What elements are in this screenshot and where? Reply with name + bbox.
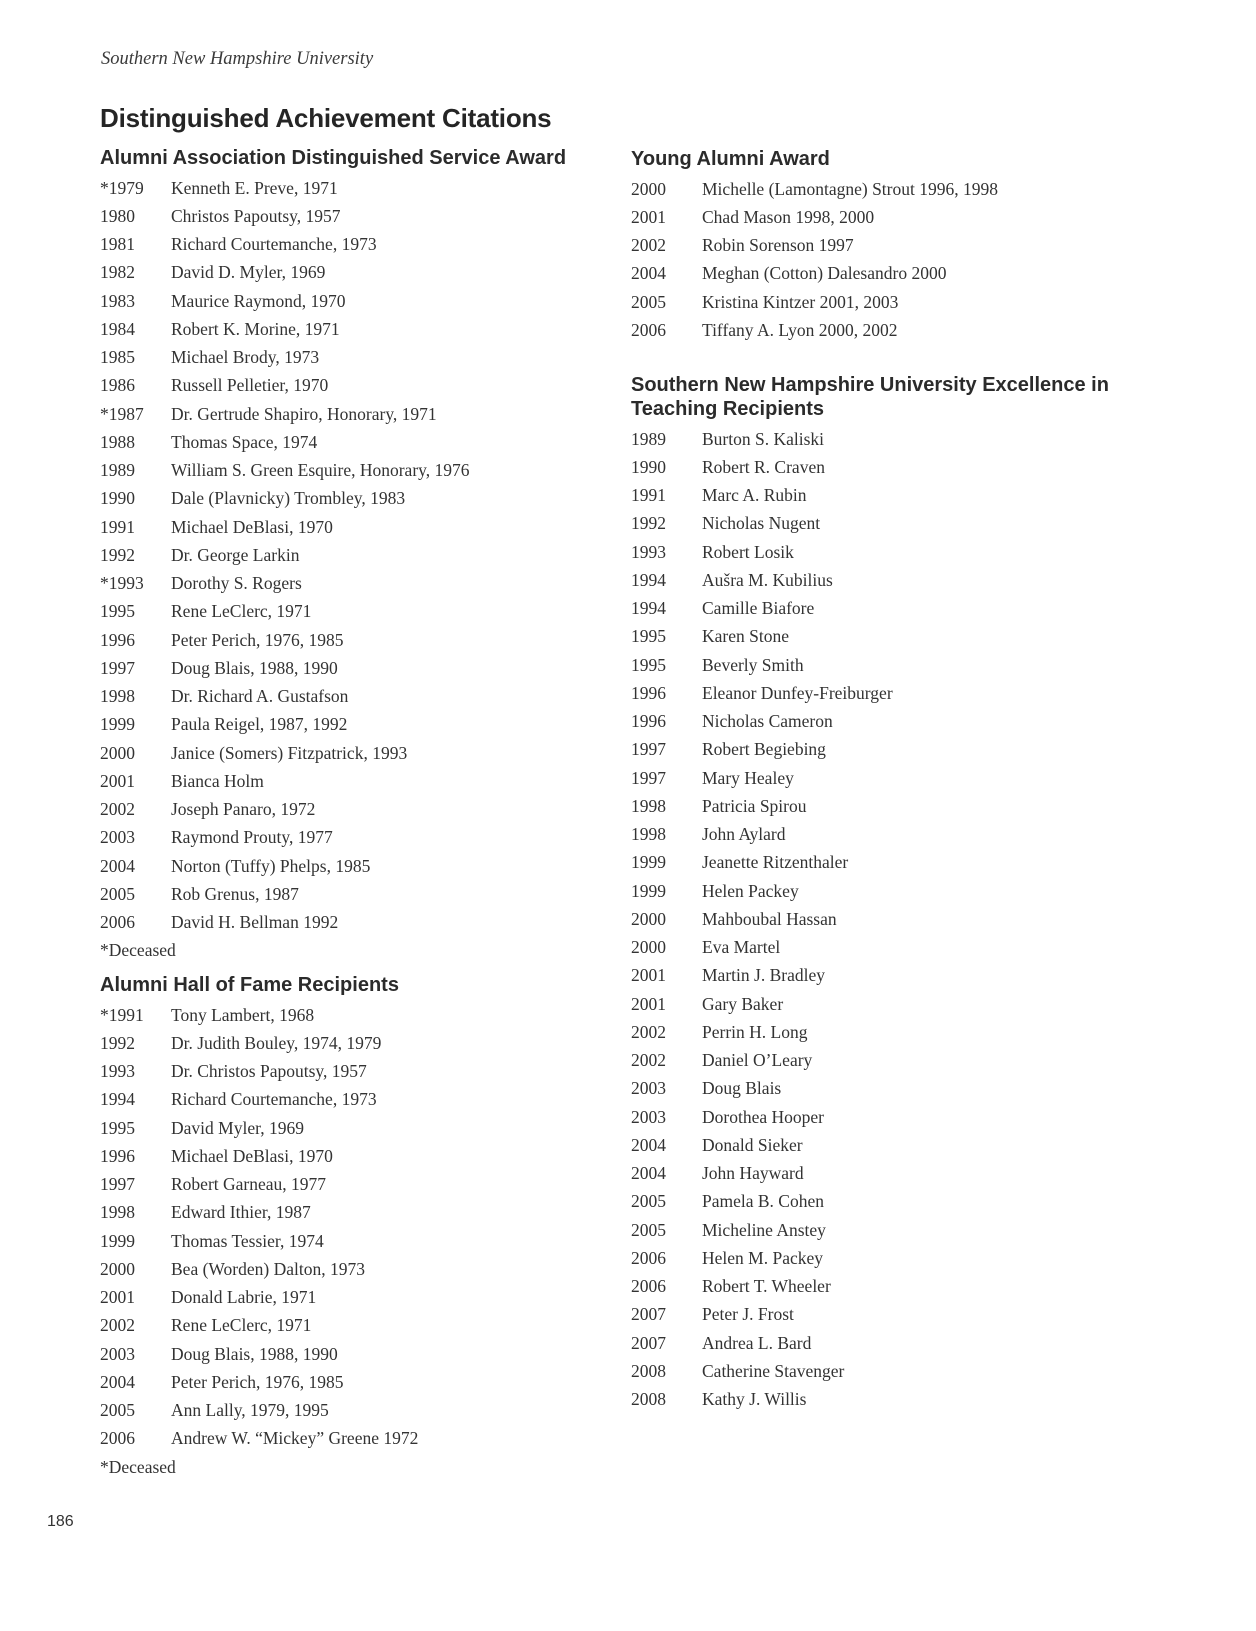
- entry-name: Bianca Holm: [171, 770, 264, 791]
- entry-year: 2008: [631, 1360, 666, 1381]
- entry-name: Chad Mason 1998, 2000: [702, 206, 875, 227]
- entry-year: 1994: [631, 569, 666, 590]
- entry-name: Dorothy S. Rogers: [171, 573, 302, 594]
- list-item: [100, 626, 620, 654]
- entry-year: 2005: [631, 291, 666, 312]
- entry-name: Christos Papoutsy, 1957: [171, 205, 341, 226]
- entry-year: 1993: [631, 541, 666, 562]
- list-item: [631, 1075, 1121, 1103]
- entry-name: Burton S. Kaliski: [702, 428, 825, 449]
- entry-name: Donald Labrie, 1971: [171, 1287, 317, 1308]
- entry-year: 2005: [100, 883, 135, 904]
- entry-name: Robert Begiebing: [702, 739, 826, 760]
- entry-year: 1996: [100, 629, 135, 650]
- entry-year: 2000: [100, 742, 135, 763]
- entry-name: Helen M. Packey: [702, 1247, 824, 1268]
- entry-year: 2002: [631, 235, 666, 256]
- entry-year: 1994: [100, 1089, 135, 1110]
- entry-year: 1999: [100, 714, 135, 735]
- deceased-note: *Deceased: [100, 1456, 176, 1477]
- page-title: Distinguished Achievement Citations: [100, 103, 552, 133]
- entry-name: Robert R. Craven: [702, 456, 825, 477]
- entry-name: Dr. Richard A. Gustafson: [171, 686, 349, 707]
- service-award-section: [100, 146, 620, 965]
- entry-name: Andrea L. Bard: [702, 1332, 812, 1353]
- entry-name: Camille Biafore: [702, 598, 815, 619]
- entry-name: Mary Healey: [702, 767, 794, 788]
- entry-name: Andrew W. “Mickey” Greene 1972: [171, 1428, 419, 1449]
- list-item: [100, 711, 620, 739]
- entry-year: 1995: [100, 601, 135, 622]
- entry-name: David Myler, 1969: [171, 1117, 304, 1138]
- list-item: [100, 1255, 620, 1283]
- list-item: [100, 796, 620, 824]
- section-title: Young Alumni Award: [631, 148, 830, 170]
- entry-year: 1981: [100, 234, 135, 255]
- entry-name: Gary Baker: [702, 993, 784, 1014]
- entry-year: 2002: [631, 1050, 666, 1071]
- entry-name: Donald Sieker: [702, 1134, 803, 1155]
- entry-name: Robert Losik: [702, 541, 794, 562]
- entry-year: 2006: [631, 1276, 666, 1297]
- list-item: [631, 1386, 1121, 1414]
- list-item: [100, 231, 620, 259]
- list-item: [631, 905, 1121, 933]
- entry-name: Eva Martel: [702, 937, 781, 958]
- list-item: [631, 1018, 1121, 1046]
- entry-year: 1992: [631, 513, 666, 534]
- entry-year: 1999: [631, 852, 666, 873]
- list-item: [100, 654, 620, 682]
- list-item: [631, 595, 1121, 623]
- entry-name: Michelle (Lamontagne) Strout 1996, 1998: [702, 178, 998, 199]
- list-item: [100, 739, 620, 767]
- list-item: [631, 962, 1121, 990]
- entry-name: Jeanette Ritzenthaler: [702, 852, 849, 873]
- entry-year: 1997: [631, 739, 666, 760]
- entry-year: 2005: [631, 1219, 666, 1240]
- section-title: Alumni Hall of Fame Recipients: [100, 974, 399, 996]
- entry-year: 1980: [100, 205, 135, 226]
- entry-year: 1998: [100, 1202, 135, 1223]
- list-item: [100, 1086, 620, 1114]
- entry-year: 2007: [631, 1332, 666, 1353]
- list-item: [631, 316, 1151, 344]
- list-item: [631, 232, 1151, 260]
- entry-name: David D. Myler, 1969: [171, 262, 326, 283]
- entry-year: 1994: [631, 598, 666, 619]
- entry-year: 2007: [631, 1304, 666, 1325]
- list-item: [100, 1142, 620, 1170]
- entry-year: 2004: [631, 1134, 666, 1155]
- list-item: [631, 425, 1121, 453]
- entry-name: Eleanor Dunfey-Freiburger: [702, 682, 893, 703]
- entry-year: 2001: [100, 1287, 135, 1308]
- entry-name: Catherine Stavenger: [702, 1360, 845, 1381]
- list-item: [100, 598, 620, 626]
- entry-name: Meghan (Cotton) Dalesandro 2000: [702, 263, 947, 284]
- section-title: Southern New Hampshire University Excellence in Teaching Recipients: [631, 374, 1109, 420]
- entry-year: 2004: [631, 263, 666, 284]
- entry-name: Michael Brody, 1973: [171, 347, 320, 368]
- list-item: [100, 541, 620, 569]
- entry-year: 1998: [100, 686, 135, 707]
- entry-name: Michael DeBlasi, 1970: [171, 1145, 333, 1166]
- entry-name: Robert K. Morine, 1971: [171, 318, 340, 339]
- entry-name: Marc A. Rubin: [702, 485, 807, 506]
- entry-year: 1995: [100, 1117, 135, 1138]
- entry-year: 2001: [100, 770, 135, 791]
- list-item: [631, 453, 1121, 481]
- list-item: [631, 1301, 1121, 1329]
- entry-year: 1982: [100, 262, 135, 283]
- hall-of-fame-section: [100, 973, 620, 1481]
- list-item: [100, 1425, 620, 1453]
- entry-year: 1991: [631, 485, 666, 506]
- entry-year: 2002: [100, 799, 135, 820]
- entry-name: Doug Blais, 1988, 1990: [171, 657, 338, 678]
- list-item: [100, 457, 620, 485]
- entry-name: John Hayward: [702, 1163, 804, 1184]
- list-item: [100, 513, 620, 541]
- entry-year: 1988: [100, 431, 135, 452]
- list-item: [631, 482, 1121, 510]
- entry-name: Rene LeClerc, 1971: [171, 601, 312, 622]
- entry-year: 2003: [100, 827, 135, 848]
- entry-name: Perrin H. Long: [702, 1021, 808, 1042]
- young-alumni-section: [631, 147, 1151, 345]
- entry-name: Kristina Kintzer 2001, 2003: [702, 291, 899, 312]
- entry-name: Paula Reigel, 1987, 1992: [171, 714, 348, 735]
- list-item: [631, 679, 1121, 707]
- entry-year: 2006: [631, 319, 666, 340]
- list-item: [100, 1029, 620, 1057]
- list-item: [100, 202, 620, 230]
- list-item: [631, 792, 1121, 820]
- list-item: [100, 400, 620, 428]
- list-item: [631, 203, 1151, 231]
- list-item: [631, 510, 1121, 538]
- entry-name: Doug Blais, 1988, 1990: [171, 1343, 338, 1364]
- entry-year: 2006: [100, 912, 135, 933]
- entry-name: Raymond Prouty, 1977: [171, 827, 333, 848]
- entry-name: Tiffany A. Lyon 2000, 2002: [702, 319, 898, 340]
- entry-year: 2002: [100, 1315, 135, 1336]
- section-title: Alumni Association Distinguished Service Award: [100, 147, 567, 169]
- list-item: [100, 767, 620, 795]
- entry-year: 1983: [100, 290, 135, 311]
- entry-name: Daniel O’Leary: [702, 1050, 813, 1071]
- entry-year: 2000: [631, 937, 666, 958]
- entry-year: 1989: [631, 428, 666, 449]
- list-item: [631, 764, 1121, 792]
- entry-name: Peter Perich, 1976, 1985: [171, 629, 344, 650]
- list-item: [631, 288, 1151, 316]
- entry-name: Dale (Plavnicky) Trombley, 1983: [171, 488, 406, 509]
- entry-name: Nicholas Nugent: [702, 513, 821, 534]
- entry-year: 2006: [100, 1428, 135, 1449]
- entry-year: 1995: [631, 654, 666, 675]
- entry-name: Patricia Spirou: [702, 795, 807, 816]
- entry-year: 1992: [100, 544, 135, 565]
- entry-year: 2000: [631, 178, 666, 199]
- entry-year: *1987: [100, 403, 144, 424]
- entry-name: Maurice Raymond, 1970: [171, 290, 346, 311]
- entry-name: Tony Lambert, 1968: [171, 1004, 315, 1025]
- entry-name: Robert Garneau, 1977: [171, 1174, 327, 1195]
- entry-name: Aušra M. Kubilius: [702, 569, 833, 590]
- list-item: [100, 909, 620, 937]
- entry-year: 1996: [631, 682, 666, 703]
- entry-name: Dr. Christos Papoutsy, 1957: [171, 1061, 367, 1082]
- entry-year: 2001: [631, 965, 666, 986]
- entry-name: Edward Ithier, 1987: [171, 1202, 311, 1223]
- entry-year: 1997: [631, 767, 666, 788]
- list-item: [631, 175, 1151, 203]
- entry-name: Nicholas Cameron: [702, 711, 833, 732]
- entry-name: Beverly Smith: [702, 654, 804, 675]
- entry-list: [631, 175, 1151, 345]
- entry-name: Thomas Tessier, 1974: [171, 1230, 324, 1251]
- entry-name: Joseph Panaro, 1972: [171, 799, 316, 820]
- running-head: Southern New Hampshire University: [101, 49, 374, 69]
- list-item: [631, 651, 1121, 679]
- entry-year: 2004: [631, 1163, 666, 1184]
- entry-name: Dr. Judith Bouley, 1974, 1979: [171, 1032, 382, 1053]
- list-item: [631, 1329, 1121, 1357]
- entry-name: Peter J. Frost: [702, 1304, 794, 1325]
- entry-name: Richard Courtemanche, 1973: [171, 1089, 377, 1110]
- entry-year: 1989: [100, 460, 135, 481]
- entry-year: 1992: [100, 1032, 135, 1053]
- list-item: [100, 1199, 620, 1227]
- entry-year: 2003: [631, 1078, 666, 1099]
- list-item: [631, 1160, 1121, 1188]
- entry-year: 2000: [100, 1258, 135, 1279]
- entry-name: Michael DeBlasi, 1970: [171, 516, 333, 537]
- entry-name: John Aylard: [702, 824, 786, 845]
- list-item: [631, 623, 1121, 651]
- entry-name: Ann Lally, 1979, 1995: [171, 1400, 329, 1421]
- list-item: [100, 1312, 620, 1340]
- list-item: [100, 1284, 620, 1312]
- entry-name: Helen Packey: [702, 880, 799, 901]
- entry-year: 1999: [100, 1230, 135, 1251]
- entry-list: [100, 1001, 620, 1453]
- list-item: [631, 1216, 1121, 1244]
- entry-name: Doug Blais: [702, 1078, 782, 1099]
- entry-year: 1985: [100, 347, 135, 368]
- entry-name: Thomas Space, 1974: [171, 431, 318, 452]
- entry-year: 2004: [100, 1371, 135, 1392]
- entry-name: Russell Pelletier, 1970: [171, 375, 329, 396]
- list-item: [631, 260, 1151, 288]
- entry-year: *1991: [100, 1004, 144, 1025]
- entry-list: [100, 174, 620, 937]
- list-item: [100, 1001, 620, 1029]
- list-item: [100, 880, 620, 908]
- list-item: [631, 877, 1121, 905]
- entry-name: Martin J. Bradley: [702, 965, 825, 986]
- entry-name: Kathy J. Willis: [702, 1389, 807, 1410]
- entry-year: 1996: [631, 711, 666, 732]
- entry-year: 2005: [100, 1400, 135, 1421]
- deceased-note: *Deceased: [100, 940, 176, 961]
- entry-name: William S. Green Esquire, Honorary, 1976: [171, 460, 470, 481]
- entry-year: 2003: [631, 1106, 666, 1127]
- entry-year: 1984: [100, 318, 135, 339]
- list-item: [100, 259, 620, 287]
- entry-name: Rene LeClerc, 1971: [171, 1315, 312, 1336]
- entry-year: 2001: [631, 993, 666, 1014]
- list-item: [100, 1227, 620, 1255]
- list-item: [631, 538, 1121, 566]
- list-item: [631, 934, 1121, 962]
- entry-year: 1990: [100, 488, 135, 509]
- teaching-section: [631, 373, 1121, 1414]
- entry-name: Robert T. Wheeler: [702, 1276, 831, 1297]
- entry-name: Dorothea Hooper: [702, 1106, 824, 1127]
- entry-name: Norton (Tuffy) Phelps, 1985: [171, 855, 371, 876]
- entry-year: 2008: [631, 1389, 666, 1410]
- list-item: [100, 1171, 620, 1199]
- entry-year: 1990: [631, 456, 666, 477]
- entry-name: Peter Perich, 1976, 1985: [171, 1371, 344, 1392]
- list-item: [100, 852, 620, 880]
- list-item: [631, 1357, 1121, 1385]
- entry-year: *1993: [100, 573, 144, 594]
- entry-year: 1986: [100, 375, 135, 396]
- entry-year: 2006: [631, 1247, 666, 1268]
- entry-name: Karen Stone: [702, 626, 789, 647]
- entry-year: 1999: [631, 880, 666, 901]
- list-item: [631, 990, 1121, 1018]
- entry-year: 2001: [631, 206, 666, 227]
- entry-year: 1998: [631, 795, 666, 816]
- list-item: [631, 708, 1121, 736]
- entry-name: Pamela B. Cohen: [702, 1191, 824, 1212]
- list-item: [100, 287, 620, 315]
- entry-year: 1991: [100, 516, 135, 537]
- list-item: [100, 1114, 620, 1142]
- list-item: [631, 736, 1121, 764]
- entry-year: 1993: [100, 1061, 135, 1082]
- entry-year: 2005: [631, 1191, 666, 1212]
- list-item: [100, 1368, 620, 1396]
- entry-name: Dr. Gertrude Shapiro, Honorary, 1971: [171, 403, 437, 424]
- list-item: [100, 315, 620, 343]
- entry-year: 2002: [631, 1021, 666, 1042]
- list-item: [631, 1188, 1121, 1216]
- entry-year: 2000: [631, 908, 666, 929]
- entry-name: Micheline Anstey: [702, 1219, 826, 1240]
- entry-name: Rob Grenus, 1987: [171, 883, 299, 904]
- list-item: [100, 428, 620, 456]
- list-item: [631, 1244, 1121, 1272]
- list-item: [631, 1131, 1121, 1159]
- list-item: [100, 1397, 620, 1425]
- entry-year: 2004: [100, 855, 135, 876]
- entry-name: Dr. George Larkin: [171, 544, 300, 565]
- list-item: [100, 824, 620, 852]
- entry-name: David H. Bellman 1992: [171, 912, 339, 933]
- entry-name: Kenneth E. Preve, 1971: [171, 177, 338, 198]
- entry-year: *1979: [100, 177, 144, 198]
- entry-year: 1998: [631, 824, 666, 845]
- list-item: [100, 485, 620, 513]
- list-item: [100, 1058, 620, 1086]
- list-item: [100, 174, 620, 202]
- list-item: [631, 1273, 1121, 1301]
- list-item: [631, 821, 1121, 849]
- entry-year: 2003: [100, 1343, 135, 1364]
- entry-year: 1996: [100, 1145, 135, 1166]
- list-item: [631, 1103, 1121, 1131]
- entry-year: 1995: [631, 626, 666, 647]
- list-item: [631, 849, 1121, 877]
- list-item: [100, 1340, 620, 1368]
- entry-name: Bea (Worden) Dalton, 1973: [171, 1258, 365, 1279]
- list-item: [100, 372, 620, 400]
- entry-name: Mahboubal Hassan: [702, 908, 837, 929]
- list-item: [100, 570, 620, 598]
- list-item: [631, 566, 1121, 594]
- page-number: 186: [47, 1513, 74, 1530]
- entry-list: [631, 425, 1121, 1414]
- list-item: [100, 344, 620, 372]
- entry-name: Richard Courtemanche, 1973: [171, 234, 377, 255]
- list-item: [631, 1047, 1121, 1075]
- list-item: [100, 683, 620, 711]
- entry-year: 1997: [100, 1174, 135, 1195]
- entry-name: Robin Sorenson 1997: [702, 235, 854, 256]
- entry-year: 1997: [100, 657, 135, 678]
- entry-name: Janice (Somers) Fitzpatrick, 1993: [171, 742, 408, 763]
